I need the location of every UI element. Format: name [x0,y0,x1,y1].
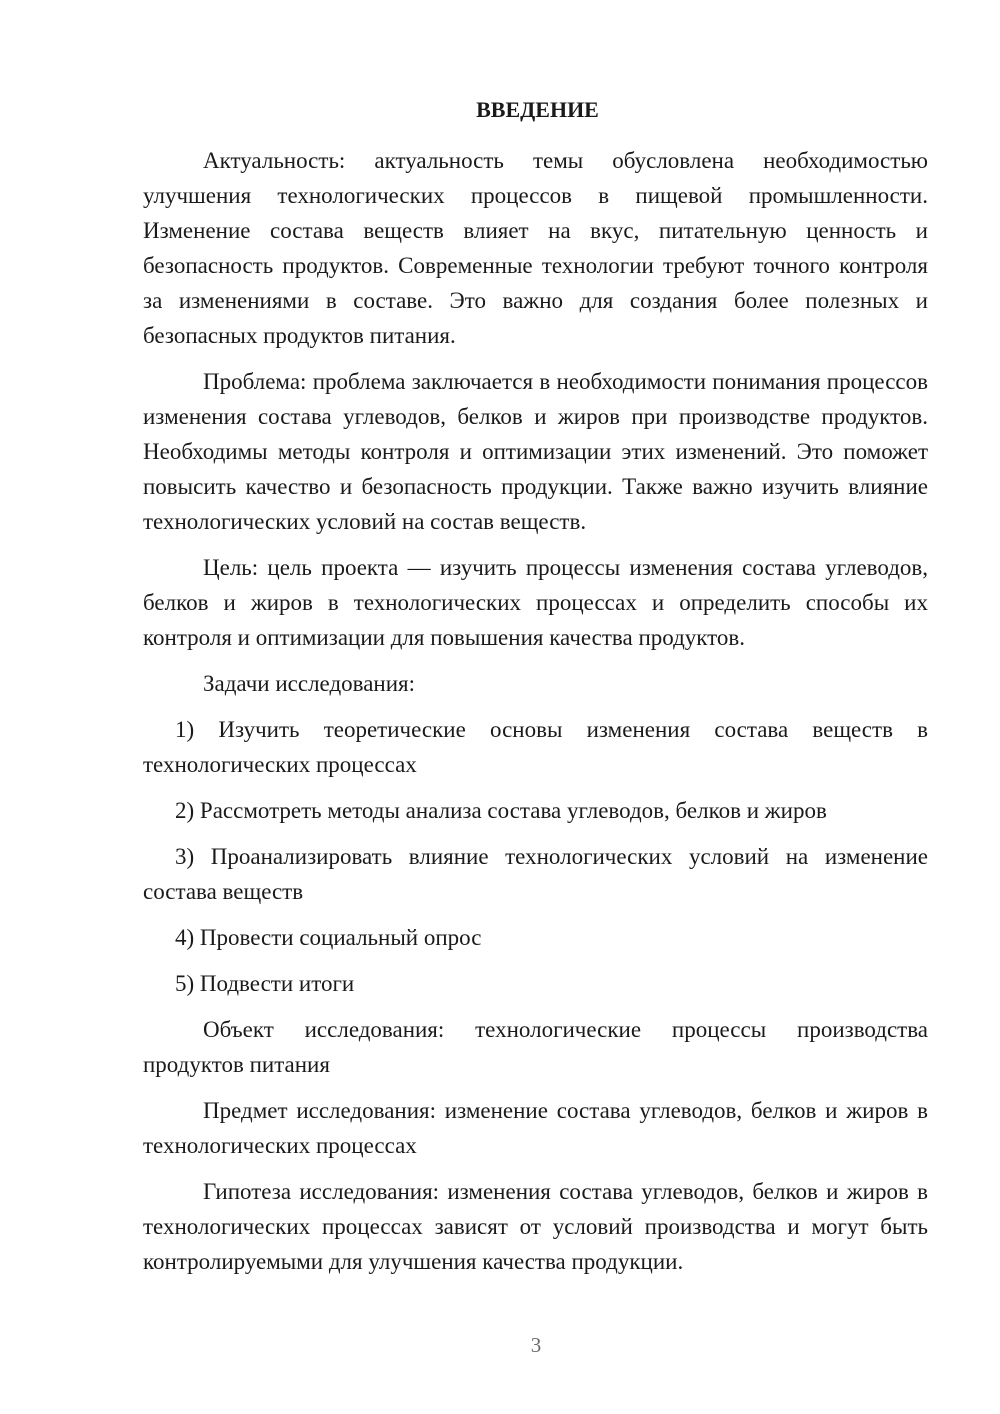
page-title: ВВЕДЕНИЕ [476,97,599,122]
goal-paragraph: Цель: цель проекта — изучить процессы изменения состава углеводов, белков и жиров в технологических процессах и определить способы их контроля и оптимизации для повышения качества продуктов. [143,555,928,650]
task-item-1: 1) Изучить теоретические основы изменения состава веществ в технологических процессах [143,717,928,777]
tasks-heading: Задачи исследования: [203,671,416,696]
task-item-4: 4) Провести социальный опрос [175,925,482,950]
subject-paragraph: Предмет исследования: изменение состава углеводов, белков и жиров в технологических процессах [143,1098,928,1158]
object-paragraph: Объект исследования: технологические процессы производства продуктов питания [143,1017,928,1077]
hypothesis-paragraph: Гипотеза исследования: изменения состава углеводов, белков и жиров в технологических процессах зависят от условий производства и могут быть контролируемыми для улучшения качества продукции. [143,1179,928,1274]
page-content [143,94,928,1290]
relevance-paragraph: Актуальность: актуальность темы обусловлена необходимостью улучшения технологических процессов в пищевой промышленности. Изменение состава веществ влияет на вкус, питательную ценность и безопасность продуктов. Современные технологии требуют точного контроля за изменениями в составе. Это важно для создания более полезных и безопасных продуктов питания. [143,148,928,348]
page-number: 3 [530,1333,542,1357]
task-item-5: 5) Подвести итоги [175,971,355,996]
task-item-2: 2) Рассмотреть методы анализа состава углеводов, белков и жиров [175,798,827,823]
problem-paragraph: Проблема: проблема заключается в необходимости понимания процессов изменения состава углеводов, белков и жиров при производстве продуктов. Необходимы методы контроля и оптимизации этих изменений. Это поможет повысить качество и безопасность продукции. Также важно изучить влияние технологических условий на состав веществ. [143,369,928,534]
task-item-3: 3) Проанализировать влияние технологических условий на изменение состава веществ [143,844,928,904]
